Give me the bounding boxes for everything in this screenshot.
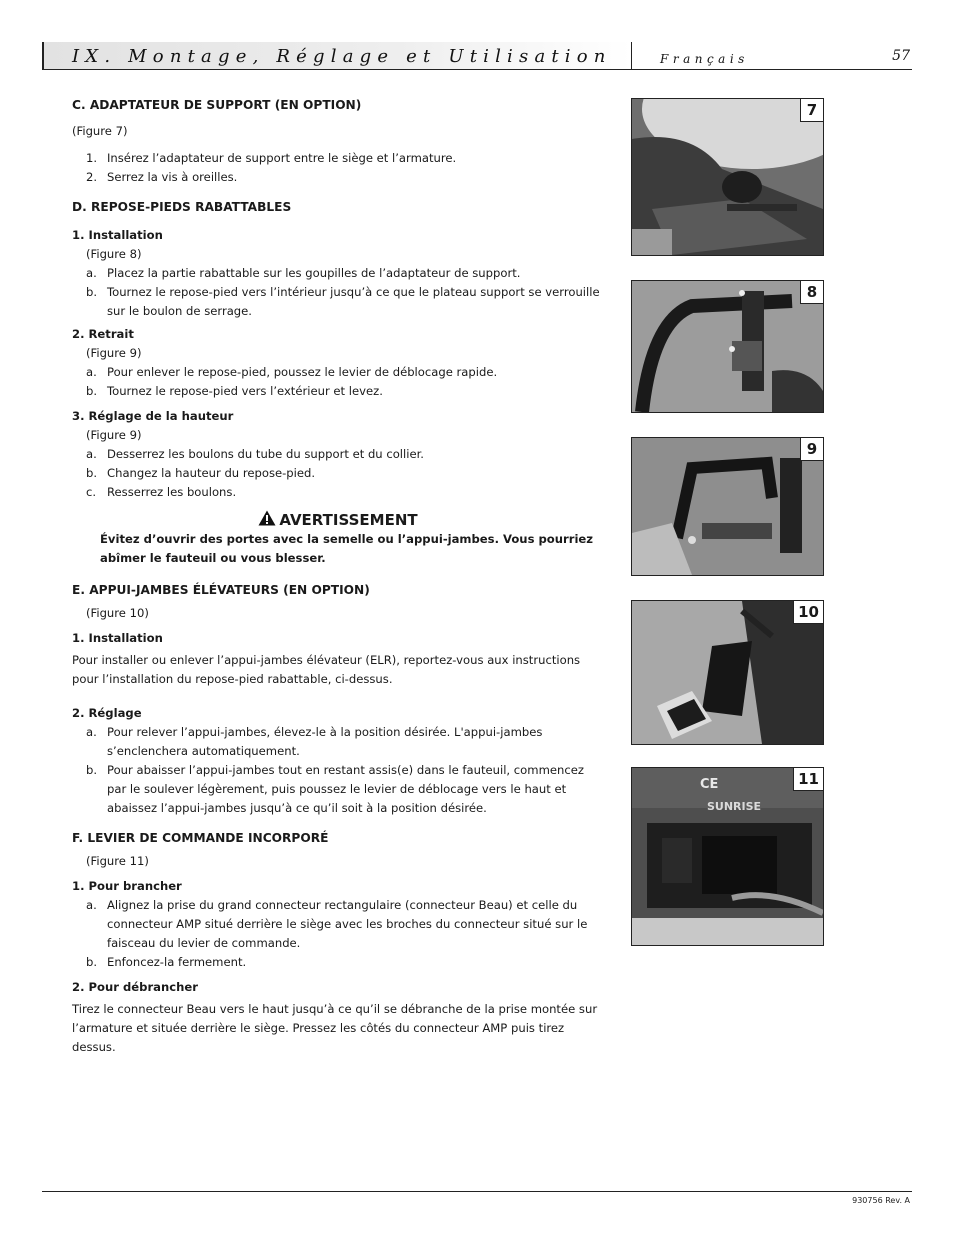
figure-11-number: 11: [793, 768, 823, 791]
warning-icon: [258, 510, 276, 526]
figure-ref-7: (Figure 7): [72, 124, 128, 138]
figure-9-photo: [631, 437, 824, 576]
figure-10-photo: [631, 600, 824, 745]
figure-8-number: 8: [800, 281, 823, 304]
figure-7-photo: [631, 98, 824, 256]
list-item: b. Tournez le repose-pied vers l’intérieur jusqu’à ce que le plateau support se verrouille sur le boulon de serrage.: [86, 285, 600, 318]
list-item: 2. Serrez la vis à oreilles.: [86, 170, 238, 184]
photo-brand-text: SUNRISE: [707, 800, 762, 813]
list-item: b. Tournez le repose-pied vers l’extérieur et levez.: [86, 384, 383, 398]
list-item: a. Pour relever l’appui-jambes, élevez-le à la position désirée. L'appui-jambes s’enclenchera automatiquement.: [86, 725, 543, 758]
header-left-rule: [42, 42, 44, 70]
figure-ref-11: (Figure 11): [86, 854, 149, 868]
list-item: a. Alignez la prise du grand connecteur rectangulaire (connecteur Beau) et celle du connecteur AMP situé derrière le siège avec les broches du connecteur situé sur le faisceau du levier de commande.: [86, 898, 588, 950]
section-f-brancher-list: [72, 896, 604, 972]
section-d-title: D. REPOSE-PIEDS RABATTABLES: [72, 200, 292, 214]
section-f-brancher-title: 1. Pour brancher: [72, 879, 182, 893]
photo-support-adapter-icon: [632, 99, 823, 255]
section-c-title: C. ADAPTATEUR DE SUPPORT (EN OPTION): [72, 98, 362, 112]
list-item: b. Enfoncez-la fermement.: [86, 955, 247, 969]
list-item: 1. Insérez l’adaptateur de support entre le siège et l’armature.: [86, 151, 457, 165]
figure-9-number: 9: [800, 438, 823, 461]
photo-joystick-connector-icon: [632, 768, 823, 945]
main-content: [72, 96, 604, 1057]
figure-ref-9b: (Figure 9): [86, 428, 142, 442]
section-d-installation-title: 1. Installation: [72, 228, 163, 242]
warning-title: AVERTISSEMENT: [279, 511, 418, 529]
section-f-title: F. LEVIER DE COMMANDE INCORPORÉ: [72, 831, 329, 845]
photo-ce-mark: CE: [700, 777, 719, 792]
footer-rule: [42, 1191, 912, 1192]
list-item: b. Changez la hauteur du repose-pied.: [86, 466, 316, 480]
section-f-debrancher-title: 2. Pour débrancher: [72, 980, 198, 994]
section-d-retrait-title: 2. Retrait: [72, 327, 134, 341]
list-item: b. Pour abaisser l’appui-jambes tout en restant assis(e) dans le fauteuil, commencez par le soulever légèrement, puis poussez le levier de déblocage vers le haut et abaissez l’appui-jambes jusqu’à ce qu’il soit à la position désirée.: [86, 763, 584, 815]
section-d-hauteur-list: [72, 445, 604, 502]
list-item: a. Pour enlever le repose-pied, poussez le levier de déblocage rapide.: [86, 365, 498, 379]
section-e-title: E. APPUI-JAMBES ÉLÉVATEURS (EN OPTION): [72, 583, 370, 597]
list-item: a. Placez la partie rabattable sur les goupilles de l’adaptateur de support.: [86, 266, 521, 280]
section-e-installation-text: Pour installer ou enlever l’appui-jambes élévateur (ELR), reportez-vous aux instructions pour l’installation du repose-pied rabattable, ci-dessus.: [72, 653, 581, 686]
section-d-installation-list: [72, 264, 604, 321]
section-c-list: [72, 149, 604, 187]
photo-swing-away-footrest-icon: [632, 281, 823, 412]
figure-11-photo: [631, 767, 824, 946]
section-d-retrait-list: [72, 363, 604, 401]
page-number: 57: [892, 48, 910, 64]
warning-text: Évitez d’ouvrir des portes avec la semelle ou l’appui-jambes. Vous pourriez abîmer le fauteuil ou vous blesser.: [100, 532, 594, 565]
photo-footrest-release-icon: [632, 438, 823, 575]
figure-8-photo: [631, 280, 824, 413]
section-f-debrancher-text: Tirez le connecteur Beau vers le haut jusqu’à ce qu’il se débranche de la prise montée sur l’armature et située derrière le siège. Pressez les côtés du connecteur AMP puis tirez dessus.: [72, 1002, 598, 1054]
figure-ref-9: (Figure 9): [86, 346, 142, 360]
chapter-title: IX. Montage, Réglage et Utilisation: [72, 46, 612, 67]
list-item: c. Resserrez les boulons.: [86, 485, 237, 499]
document-reference: 930756 Rev. A: [852, 1196, 910, 1205]
header-divider: [631, 42, 632, 70]
language-label: Français: [660, 52, 749, 66]
figure-ref-10: (Figure 10): [86, 606, 149, 620]
warning-heading: [72, 510, 604, 530]
figure-ref-8: (Figure 8): [86, 247, 142, 261]
section-e-reglage-title: 2. Réglage: [72, 706, 142, 720]
section-d-hauteur-title: 3. Réglage de la hauteur: [72, 409, 234, 423]
section-e-installation-title: 1. Installation: [72, 631, 163, 645]
figure-10-number: 10: [793, 601, 823, 624]
list-item: a. Desserrez les boulons du tube du support et du collier.: [86, 447, 424, 461]
section-e-reglage-list: [72, 723, 604, 818]
figure-7-number: 7: [800, 99, 823, 122]
header-rule: [42, 69, 912, 70]
